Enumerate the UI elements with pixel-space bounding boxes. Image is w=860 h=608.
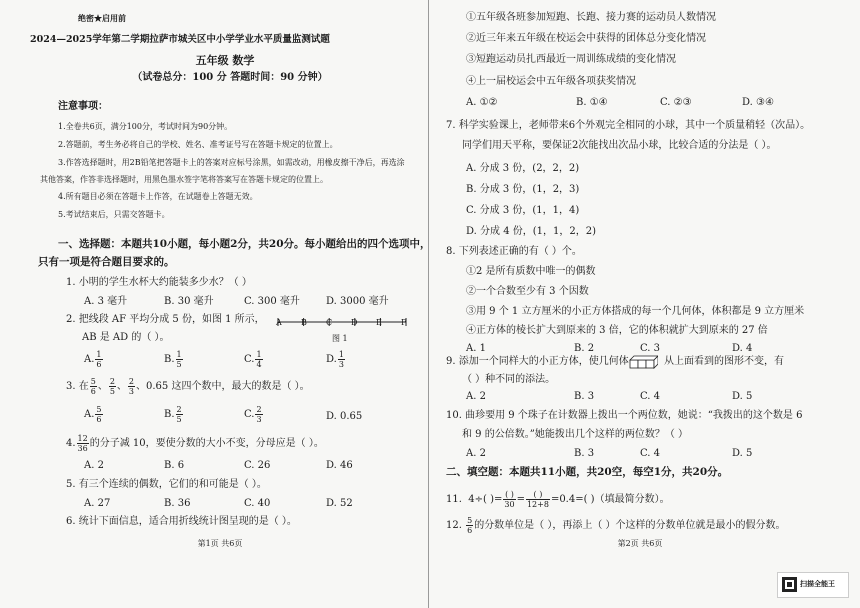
notes-title: 注意事项： [58, 101, 108, 112]
q10-opt-a: A. 2 [466, 448, 486, 459]
q8-item-3: ③用 9 个 1 立方厘米的小正方体搭成的每一个几何体，体积都是 9 立方厘米 [466, 306, 805, 317]
q3-opt-a: A. $\frac{5}{6}$ [84, 405, 102, 424]
q11-stem: 11. 4÷( )= $\frac{( )}{30}$ = $\frac{( )}{12+8}$ =0.4=( )（填最简分数）。 [446, 490, 670, 509]
q7-stem-1: 7. 科学实验课上，老师带来6个外观完全相同的小球，其中一个质量稍轻（次品）。 [446, 120, 811, 131]
section1-heading-cont: 只有一项是符合题目要求的。 [38, 256, 175, 268]
page-2-footer: 第2页 共6页 [617, 539, 663, 548]
exam-title: 2024—2025学年第二学期拉萨市城关区中小学学业水平质量监测试题 [30, 34, 330, 45]
point-label: A [276, 318, 282, 327]
q1-opt-c: C. 300 毫升 [244, 296, 300, 307]
q8-stem: 8. 下列表述正确的有（ ）个。 [446, 246, 582, 257]
cube-figure-icon [628, 352, 658, 374]
q3-opt-d: D. 0.65 [326, 411, 363, 422]
q6-stem: 6. 统计下面信息，适合用折线统计图呈现的是（ ）。 [66, 516, 297, 527]
q10-opt-c: C. 4 [640, 448, 661, 459]
q10-opt-b: B. 3 [574, 448, 595, 459]
q5-opt-b: B. 36 [164, 498, 191, 509]
q8-opt-b: B. 2 [574, 343, 595, 354]
q6-item-2: ②近三年来五年级在校运会中获得的团体总分变化情况 [466, 33, 706, 44]
q4-opt-b: B. 6 [164, 460, 185, 471]
q8-item-4: ④正方体的棱长扩大到原来的 3 倍，它的体积就扩大到原来的 27 倍 [466, 325, 768, 336]
point-label: E [376, 318, 382, 327]
q9-opt-d: D. 5 [732, 391, 753, 402]
note-1: 1.全卷共6页，满分100分，考试时间为90分钟。 [58, 122, 233, 131]
point-label: C [326, 318, 333, 327]
q1-opt-b: B. 30 毫升 [164, 296, 214, 307]
q8-item-1: ①2 是所有质数中唯一的偶数 [466, 266, 596, 277]
figure-1-caption: 图 1 [332, 334, 348, 343]
secret-label: 绝密★启用前 [78, 13, 126, 23]
q2-opt-c: C. $\frac{1}{4}$ [244, 350, 262, 369]
q6-opt-c: C. ②③ [660, 97, 692, 108]
section1-heading: 一、选择题：本题共10小题，每小题2分，共20分。每小题给出的四个选项中， [58, 238, 431, 250]
point-label: D [351, 318, 358, 327]
q5-opt-d: D. 52 [326, 498, 353, 509]
page-divider [428, 0, 429, 608]
q3-stem: 3. 在 $\frac{5}{6}$ 、 $\frac{2}{5}$ 、 $\frac{2}{3}$ 、0.65 这四个数中，最大的数是（ ）。 [66, 377, 310, 396]
q5-opt-c: C. 40 [244, 498, 271, 509]
point-label: B [301, 318, 307, 327]
grade-subject: 五年级 数学 [195, 54, 255, 67]
q2-opt-a: A. $\frac{1}{6}$ [84, 350, 102, 369]
qr-code-icon [782, 577, 797, 592]
q4-opt-c: C. 26 [244, 460, 271, 471]
note-3-cont: 其他答案，作答非选择题时，用黑色墨水签字笔将答案写在答题卡规定的位置上。 [40, 175, 328, 184]
q2-opt-b: B. $\frac{1}{5}$ [164, 350, 182, 369]
q10-opt-d: D. 5 [732, 448, 753, 459]
page-1-footer: 第1页 共6页 [197, 539, 243, 548]
q10-stem-2: 和 9 的公倍数。”她能拨出几个这样的两位数？（ ） [462, 429, 689, 440]
section2-heading: 二、填空题：本题共11小题，共20空，每空1分，共20分。 [446, 466, 729, 478]
q6-opt-d: D. ③④ [742, 97, 774, 108]
note-3: 3.作答选择题时，用2B铅笔把答题卡上的答案对应标号涂黑，如需改动，用橡皮擦干净后，再选涂 [58, 158, 405, 167]
q3-opt-c: C. $\frac{2}{3}$ [244, 405, 262, 424]
note-5: 5.考试结束后，只需交答题卡。 [58, 210, 170, 219]
q2-opt-d: D. $\frac{1}{3}$ [326, 350, 344, 369]
q8-opt-a: A. 1 [466, 343, 486, 354]
q9-stem-2: （ ）种不同的添法。 [462, 374, 556, 385]
q8-opt-d: D. 4 [732, 343, 753, 354]
point-label: F [401, 318, 407, 327]
q9-opt-a: A. 2 [466, 391, 486, 402]
q1-opt-d: D. 3000 毫升 [326, 296, 389, 307]
q9-opt-c: C. 4 [640, 391, 661, 402]
q4-opt-d: D. 46 [326, 460, 353, 471]
note-2: 2.答题前，考生务必将自己的学校、姓名、准考证号写在答题卡规定的位置上。 [58, 140, 338, 149]
q1-stem: 1. 小明的学生水杯大约能装多少水？（ ） [66, 277, 252, 288]
q9-stem-1: 9. 添加一个同样大的小正方体，使几何体 [446, 356, 629, 367]
q6-opt-b: B. ①④ [576, 97, 608, 108]
q2-stem-1: 2. 把线段 AF 平均分成 5 份，如图 1 所示， [66, 314, 265, 325]
q6-opt-a: A. ①② [466, 97, 498, 108]
q5-stem: 5. 有三个连续的偶数，它们的和可能是（ ）。 [66, 479, 267, 490]
score-time: （试卷总分：100 分 答题时间：90 分钟） [132, 72, 328, 83]
q6-item-1: ①五年级各班参加短跑、长跑、接力赛的运动员人数情况 [466, 12, 716, 23]
q1-opt-a: A. 3 毫升 [84, 296, 128, 307]
q3-opt-b: B. $\frac{2}{5}$ [164, 405, 182, 424]
q7-opt-b: B. 分成 3 份，(1，2，3) [466, 184, 580, 195]
q7-opt-d: D. 分成 4 份，(1，1，2，2) [466, 226, 596, 237]
scanner-label: 扫描全能王 [800, 579, 835, 588]
q8-opt-c: C. 3 [640, 343, 661, 354]
q5-opt-a: A. 27 [84, 498, 111, 509]
q6-item-4: ④上一届校运会中五年级各项获奖情况 [466, 76, 636, 87]
q7-opt-a: A. 分成 3 份，(2，2，2) [466, 163, 580, 174]
q9-opt-b: B. 3 [574, 391, 595, 402]
q4-opt-a: A. 2 [84, 460, 104, 471]
q4-stem: 4. $\frac{12}{36}$ 的分子减 10，要使分数的大小不变，分母应是（ ）。 [66, 434, 324, 453]
q2-stem-2: AB 是 AD 的（ ）。 [82, 332, 170, 343]
q12-stem: 12. $\frac{5}{6}$ 的分数单位是（ ），再添上（ ）个这样的分数单位就是最小的假分数。 [446, 516, 786, 535]
q7-opt-c: C. 分成 3 份，(1，1，4) [466, 205, 580, 216]
q10-stem-1: 10. 曲珍要用 9 个珠子在计数器上拨出一个两位数，她说：“我拨出的这个数是 6 [446, 410, 803, 421]
q8-item-2: ②一个合数至少有 3 个因数 [466, 286, 589, 297]
note-4: 4.所有题目必须在答题卡上作答，在试题卷上答题无效。 [58, 192, 258, 201]
q6-item-3: ③短跑运动员扎西最近一周训练成绩的变化情况 [466, 54, 676, 65]
q7-stem-2: 同学们用天平称，要保证2次能找出次品小球，比较合适的分法是（ ）。 [462, 140, 777, 151]
q9-stem-1b: 从上面看到的图形不变，有 [664, 356, 784, 367]
